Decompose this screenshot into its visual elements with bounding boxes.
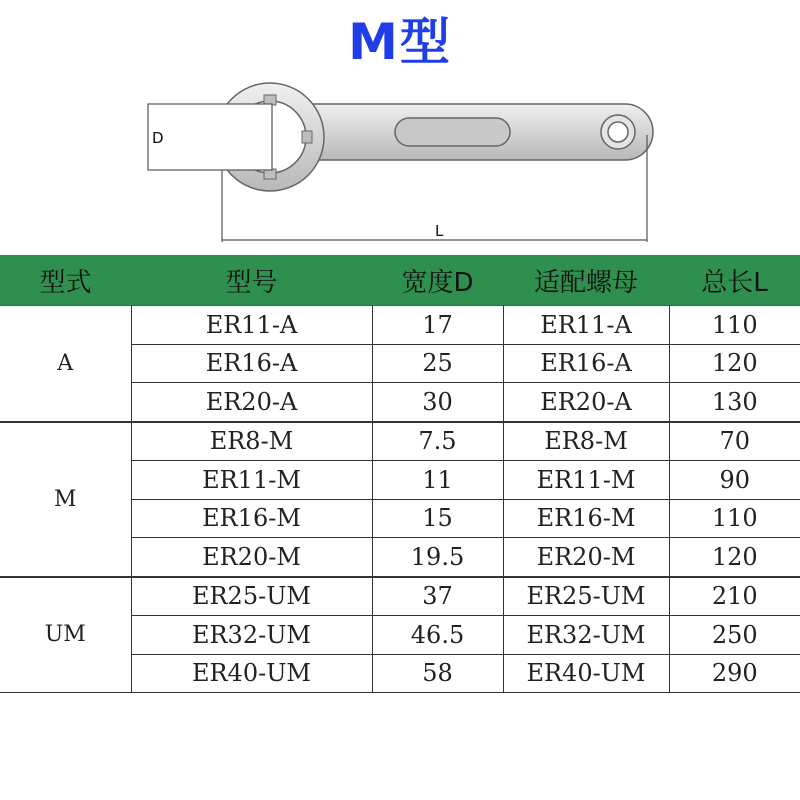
length-cell: 210: [669, 577, 800, 616]
model-cell: ER8-M: [131, 422, 372, 461]
wrench-diagram: [0, 60, 800, 250]
header-model: 型号: [131, 255, 372, 306]
nut-cell: ER11-M: [503, 461, 669, 500]
dimension-d-box: [148, 104, 272, 170]
nut-cell: ER20-M: [503, 538, 669, 577]
header-nut: 适配螺母: [503, 255, 669, 306]
length-cell: 290: [669, 654, 800, 693]
spec-table: [0, 255, 800, 693]
header-width: 宽度D: [372, 255, 503, 306]
width-cell: 7.5: [372, 422, 503, 461]
width-cell: 58: [372, 654, 503, 693]
model-cell: ER32-UM: [131, 616, 372, 655]
nut-cell: ER20-A: [503, 383, 669, 422]
width-cell: 25: [372, 344, 503, 383]
nut-cell: ER8-M: [503, 422, 669, 461]
nut-cell: ER32-UM: [503, 616, 669, 655]
table-row: [0, 306, 800, 345]
model-cell: ER16-A: [131, 344, 372, 383]
table-header-row: [0, 255, 800, 306]
length-cell: 110: [669, 499, 800, 538]
page-title: M型: [348, 13, 452, 71]
model-cell: ER40-UM: [131, 654, 372, 693]
dimension-l-label: L: [435, 222, 444, 240]
model-cell: ER20-A: [131, 383, 372, 422]
nut-cell: ER25-UM: [503, 577, 669, 616]
width-cell: 46.5: [372, 616, 503, 655]
model-cell: ER11-A: [131, 306, 372, 345]
model-cell: ER25-UM: [131, 577, 372, 616]
model-cell: ER20-M: [131, 538, 372, 577]
table-row: [0, 422, 800, 461]
width-cell: 19.5: [372, 538, 503, 577]
nut-cell: ER16-A: [503, 344, 669, 383]
nut-cell: ER11-A: [503, 306, 669, 345]
nut-cell: ER16-M: [503, 499, 669, 538]
width-cell: 15: [372, 499, 503, 538]
length-cell: 120: [669, 538, 800, 577]
type-cell: M: [0, 422, 131, 577]
length-cell: 110: [669, 306, 800, 345]
type-cell: UM: [0, 577, 131, 693]
length-cell: 250: [669, 616, 800, 655]
length-cell: 90: [669, 461, 800, 500]
dimension-d-label: D: [152, 129, 164, 147]
nut-cell: ER40-UM: [503, 654, 669, 693]
length-cell: 120: [669, 344, 800, 383]
width-cell: 11: [372, 461, 503, 500]
wrench-slot: [395, 118, 510, 146]
model-cell: ER16-M: [131, 499, 372, 538]
header-length: 总长L: [669, 255, 800, 306]
width-cell: 17: [372, 306, 503, 345]
type-cell: A: [0, 306, 131, 422]
model-cell: ER11-M: [131, 461, 372, 500]
width-cell: 37: [372, 577, 503, 616]
length-cell: 130: [669, 383, 800, 422]
header-type: 型式: [0, 255, 131, 306]
width-cell: 30: [372, 383, 503, 422]
length-cell: 70: [669, 422, 800, 461]
table-row: [0, 577, 800, 616]
